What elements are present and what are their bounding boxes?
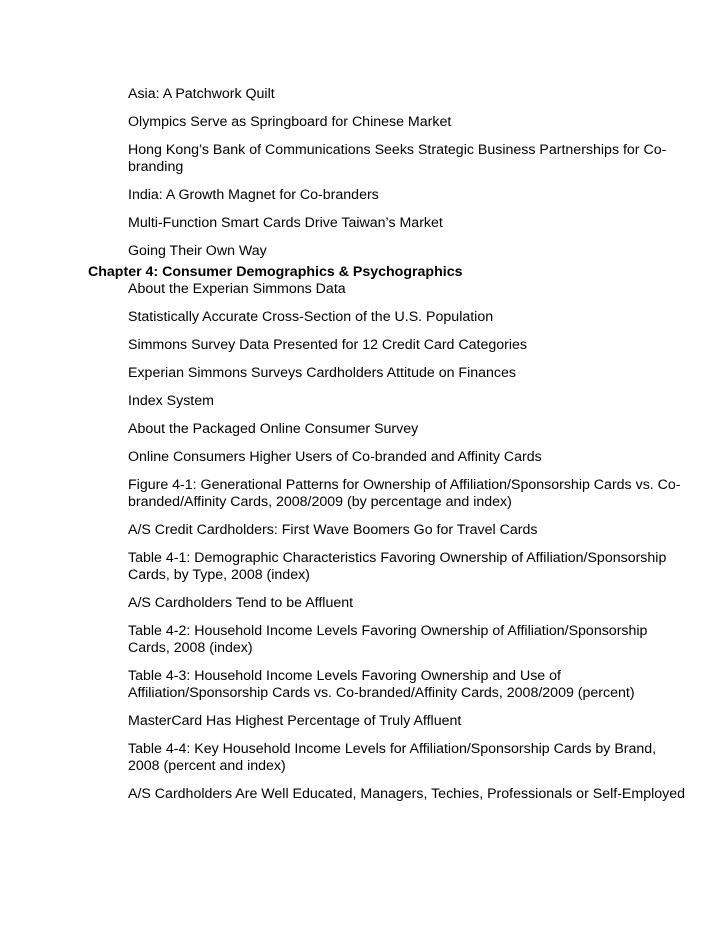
toc-entry: MasterCard Has Highest Percentage of Truly Affluent [128, 713, 462, 729]
toc-entry: Statistically Accurate Cross-Section of the U.S. Population [128, 309, 494, 325]
table-of-contents [88, 86, 688, 814]
toc-entry: A/S Credit Cardholders: First Wave Boomers Go for Travel Cards [128, 522, 538, 538]
toc-entry: India: A Growth Magnet for Co-branders [128, 187, 379, 203]
toc-entry: A/S Cardholders Are Well Educated, Managers, Techies, Professionals or Self-Employed [128, 786, 686, 802]
toc-entry: Figure 4-1: Generational Patterns for Ownership of Affiliation/Sponsorship Cards vs. Co-branded/Affinity Cards, 2008/2009 (by percentage and index) [128, 477, 681, 510]
toc-entry: Asia: A Patchwork Quilt [128, 86, 275, 102]
toc-entry: Online Consumers Higher Users of Co-branded and Affinity Cards [128, 449, 542, 465]
toc-entry: Table 4-3: Household Income Levels Favoring Ownership and Use of Affiliation/Sponsorship Cards vs. Co-branded/Affinity Cards, 2008/2009 (percent) [128, 668, 635, 701]
toc-entry: Hong Kong’s Bank of Communications Seeks Strategic Business Partnerships for Co-branding [128, 142, 667, 175]
toc-entry: Simmons Survey Data Presented for 12 Credit Card Categories [128, 337, 528, 353]
toc-entry: Going Their Own Way [128, 243, 267, 259]
toc-entry: Olympics Serve as Springboard for Chinese Market [128, 114, 452, 130]
chapter-heading: Chapter 4: Consumer Demographics & Psychographics [88, 264, 463, 280]
toc-entry: Experian Simmons Surveys Cardholders Attitude on Finances [128, 365, 516, 381]
toc-entry: Index System [128, 393, 214, 409]
toc-entry: Table 4-2: Household Income Levels Favoring Ownership of Affiliation/Sponsorship Cards, 2008 (index) [128, 623, 648, 656]
toc-entry: Table 4-4: Key Household Income Levels for Affiliation/Sponsorship Cards by Brand, 2008 (percent and index) [128, 741, 657, 774]
toc-entry: Multi-Function Smart Cards Drive Taiwan’s Market [128, 215, 443, 231]
toc-entry: A/S Cardholders Tend to be Affluent [128, 595, 354, 611]
toc-entry: Table 4-1: Demographic Characteristics Favoring Ownership of Affiliation/Sponsorship Cards, by Type, 2008 (index) [128, 550, 667, 583]
toc-entry: About the Packaged Online Consumer Survey [128, 421, 419, 437]
toc-entry: About the Experian Simmons Data [128, 281, 346, 297]
